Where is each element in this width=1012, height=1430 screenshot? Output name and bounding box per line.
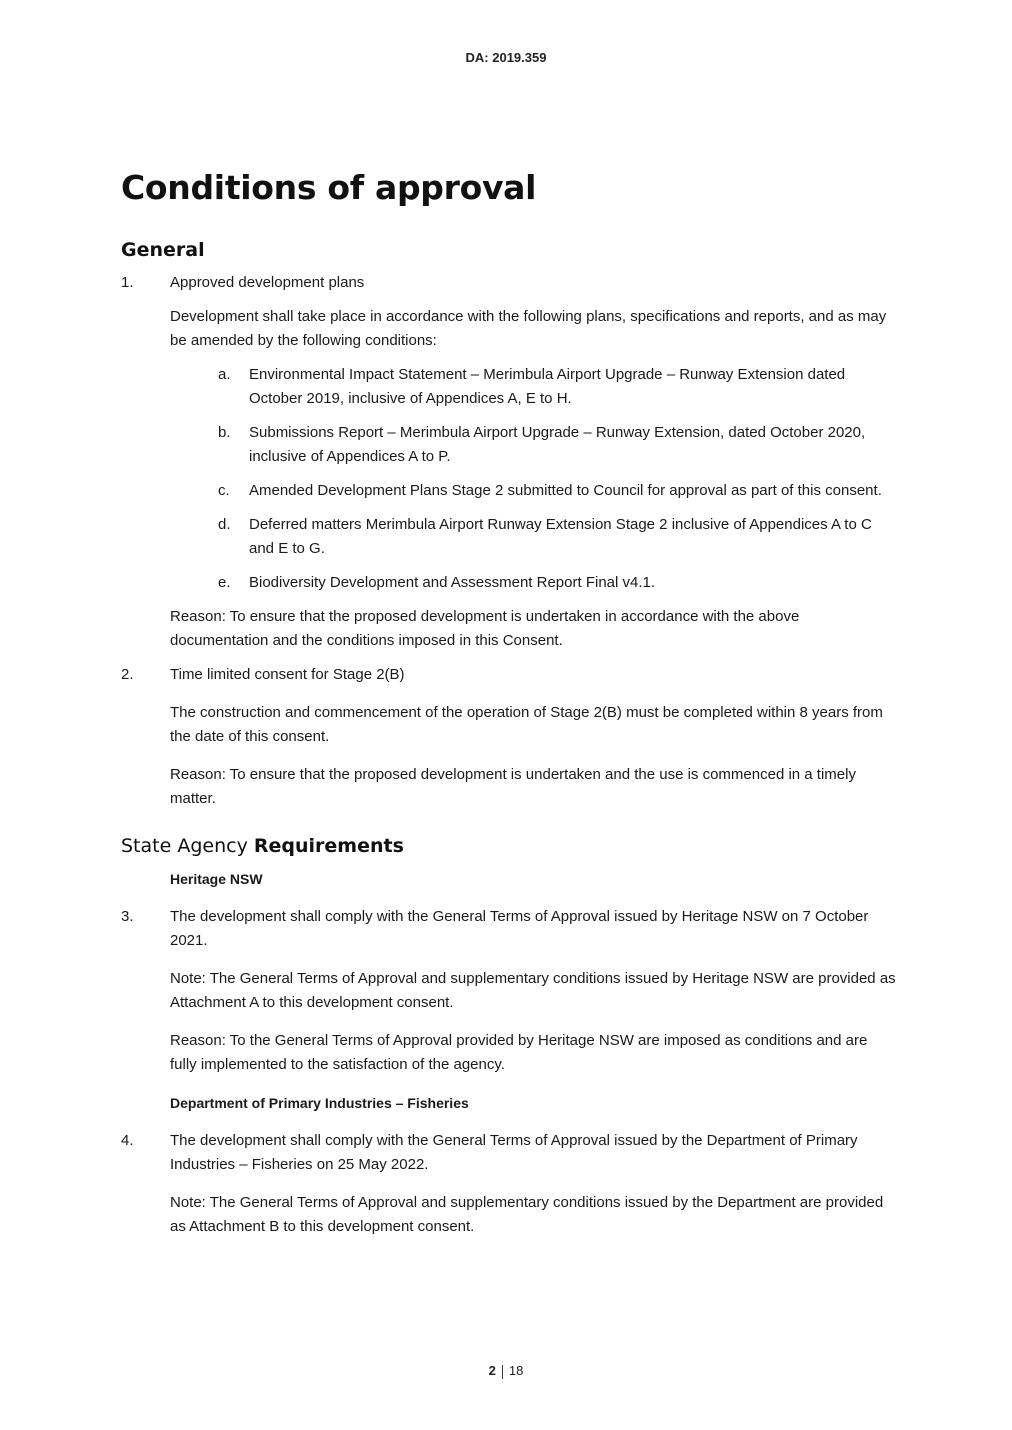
condition-3 [121, 905, 896, 953]
agency-title: Heritage NSW [170, 871, 263, 887]
agency-title: Department of Primary Industries – Fisheries [170, 1095, 469, 1111]
list-item [121, 363, 896, 411]
list-item-letter: b. [218, 424, 231, 441]
condition-reason: Reason: To the General Terms of Approval provided by Heritage NSW are imposed as conditions and are fully implemented to the satisfaction of the agency. [170, 1032, 868, 1073]
condition-3-note [121, 967, 896, 1015]
list-item-letter: a. [218, 366, 231, 383]
condition-number: 2. [121, 666, 134, 683]
section-heading-state-agency [121, 835, 896, 857]
condition-body: Development shall take place in accordance with the following plans, specifications and reports, and as may be amended by the following conditions: [170, 308, 887, 349]
condition-note: Note: The General Terms of Approval and supplementary conditions issued by the Department are provided as Attachment B to this development consent. [170, 1194, 884, 1235]
condition-number: 3. [121, 908, 134, 925]
condition-note: Note: The General Terms of Approval and supplementary conditions issued by Heritage NSW are provided as Attachment A to this development consent. [170, 970, 896, 1011]
condition-1-body [121, 305, 896, 353]
condition-title: Time limited consent for Stage 2(B) [170, 666, 405, 683]
page-title: Conditions of approval [121, 168, 537, 207]
condition-reason: Reason: To ensure that the proposed development is undertaken and the use is commenced in a timely matter. [170, 766, 856, 807]
condition-1 [121, 271, 896, 295]
condition-title: Approved development plans [170, 274, 365, 291]
da-number: DA: 2019.359 [465, 50, 547, 65]
list-item-text: Amended Development Plans Stage 2 submitted to Council for approval as part of this consent. [249, 482, 882, 499]
list-item-text: Deferred matters Merimbula Airport Runway Extension Stage 2 inclusive of Appendices A to C and E to G. [249, 516, 872, 557]
page-total: 18 [508, 1363, 524, 1378]
condition-body: The development shall comply with the General Terms of Approval issued by Heritage NSW on 7 October 2021. [170, 908, 869, 949]
condition-2 [121, 663, 896, 687]
list-item [121, 513, 896, 561]
condition-reason: Reason: To ensure that the proposed development is undertaken in accordance with the above documentation and the conditions imposed in this Consent. [170, 608, 800, 649]
footer-divider [502, 1365, 503, 1379]
condition-body: The development shall comply with the General Terms of Approval issued by the Department of Primary Industries – Fisheries on 25 May 2022. [170, 1132, 858, 1173]
agency-heading-heritage [121, 867, 896, 891]
condition-2-body [121, 701, 896, 749]
condition-4 [121, 1129, 896, 1177]
heading-part: State Agency [121, 835, 254, 857]
section-heading-general: General [121, 239, 205, 261]
list-item-letter: c. [218, 482, 230, 499]
list-item [121, 479, 896, 503]
condition-4-note [121, 1191, 896, 1239]
page-footer [0, 1363, 1012, 1379]
list-item-letter: d. [218, 516, 231, 533]
list-item-letter: e. [218, 574, 231, 591]
agency-heading-fisheries [121, 1091, 896, 1115]
condition-number: 4. [121, 1132, 134, 1149]
page-number: 2 [488, 1363, 496, 1378]
content [121, 168, 896, 1239]
list-item-text: Environmental Impact Statement – Merimbula Airport Upgrade – Runway Extension dated October 2019, inclusive of Appendices A, E to H. [249, 366, 846, 407]
list-item [121, 421, 896, 469]
list-item-text: Submissions Report – Merimbula Airport Upgrade – Runway Extension, dated October 2020, inclusive of Appendices A to P. [249, 424, 866, 465]
list-item [121, 571, 896, 595]
list-item-text: Biodiversity Development and Assessment Report Final v4.1. [249, 574, 656, 591]
condition-1-reason [121, 605, 896, 653]
condition-body: The construction and commencement of the operation of Stage 2(B) must be completed within 8 years from the date of this consent. [170, 704, 883, 745]
condition-2-reason [121, 763, 896, 811]
condition-3-reason [121, 1029, 896, 1077]
plans-list [121, 363, 896, 595]
heading-part: Requirements [253, 835, 404, 857]
condition-number: 1. [121, 274, 134, 291]
